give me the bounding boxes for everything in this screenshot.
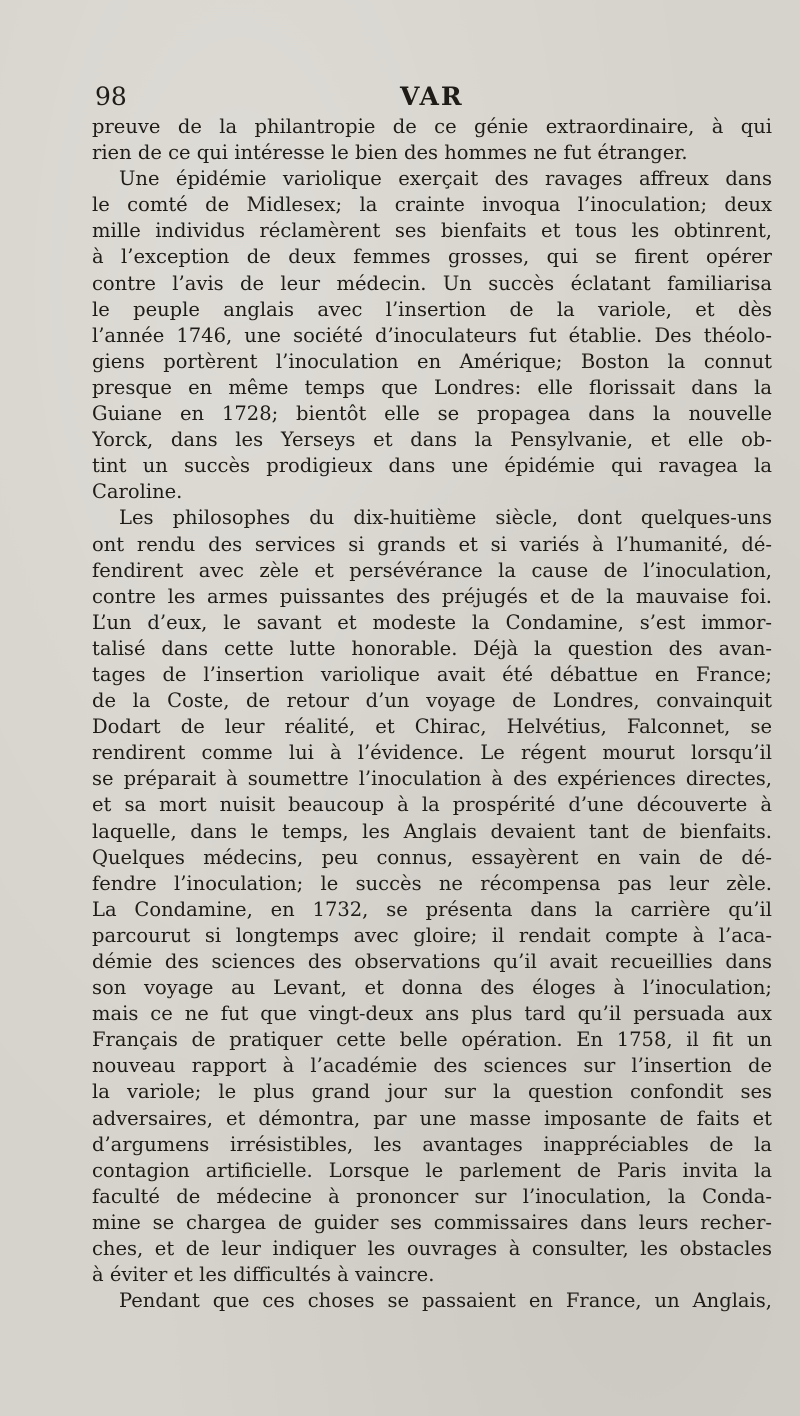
text-line: L’un d’eux, le savant et modeste la Condamine, s’est immor- — [92, 610, 772, 634]
text-line: Guiane en 1728; bientôt elle se propagea dans la nouvelle — [92, 402, 772, 426]
text-line: Français de pratiquer cette belle opération. En 1758, il fit un — [92, 1028, 772, 1052]
text-line: nouveau rapport à l’académie des sciences sur l’insertion de — [92, 1054, 772, 1078]
text-line: Caroline. — [92, 480, 183, 504]
text-line: La Condamine, en 1732, se présenta dans la carrière qu’il — [92, 897, 772, 921]
text-line: giens portèrent l’inoculation en Amérique; Boston la connut — [92, 349, 772, 373]
text-line: adversaires, et démontra, par une masse imposante de faits et — [92, 1106, 772, 1130]
text-line: mais ce ne fut que vingt-deux ans plus tard qu’il persuada aux — [92, 1002, 772, 1026]
text-line: Pendant que ces choses se passaient en France, un Anglais, — [119, 1289, 772, 1313]
text-line: démie des sciences des observations qu’il avait recueillies dans — [92, 950, 772, 973]
text-line: Une épidémie variolique exerçait des ravages affreux dans — [119, 167, 772, 191]
text-line: de la Coste, de retour d’un voyage de Londres, convainquit — [92, 689, 772, 713]
text-line: la variole; le plus grand jour sur la question confondit ses — [92, 1080, 772, 1104]
text-line: à l’exception de deux femmes grosses, qui se firent opérer — [92, 245, 772, 269]
text-line: se préparait à soumettre l’inoculation à des expériences directes, — [92, 767, 772, 791]
running-head — [95, 80, 770, 114]
text-line: tint un succès prodigieux dans une épidémie qui ravagea la — [92, 454, 772, 478]
text-line: l’année 1746, une société d’inoculateurs fut établie. Des théolo- — [92, 323, 772, 347]
text-line: le peuple anglais avec l’insertion de la variole, et dès — [92, 297, 772, 321]
text-line: Yorck, dans les Yerseys et dans la Pensylvanie, et elle ob- — [92, 428, 772, 452]
text-line: fendirent avec zèle et persévérance la cause de l’inoculation, — [92, 558, 772, 582]
text-line: mine se chargea de guider ses commissaires dans leurs recher- — [92, 1210, 772, 1234]
text-line: fendre l’inoculation; le succès ne récompensa pas leur zèle. — [92, 871, 772, 895]
text-line: d’argumens irrésistibles, les avantages inappréciables de la — [92, 1132, 772, 1156]
text-line: faculté de médecine à prononcer sur l’inoculation, la Conda- — [92, 1184, 772, 1208]
page-number: 98 — [95, 82, 127, 111]
running-title: VAR — [400, 82, 464, 111]
text-line: mille individus réclamèrent ses bienfaits et tous les obtinrent, — [92, 219, 772, 243]
text-line: Dodart de leur réalité, et Chirac, Helvétius, Falconnet, se — [92, 715, 772, 739]
text-line: son voyage au Levant, et donna des éloges à l’inoculation; — [92, 976, 772, 1000]
text-line: Les philosophes du dix-huitième siècle, dont quelques-uns — [119, 506, 772, 530]
text-line: ont rendu des services si grands et si variés à l’humanité, dé- — [92, 532, 772, 556]
text-line: rien de ce qui intéresse le bien des hommes ne fut étranger. — [92, 141, 688, 165]
body-text — [92, 114, 772, 1314]
text-line: rendirent comme lui à l’évidence. Le régent mourut lorsqu’il — [92, 741, 772, 765]
text-line: le comté de Midlesex; la crainte invoqua l’inoculation; deux — [92, 193, 772, 217]
text-line: talisé dans cette lutte honorable. Déjà la question des avan- — [92, 636, 772, 660]
text-line: laquelle, dans le temps, les Anglais devaient tant de bienfaits. — [92, 819, 772, 843]
text-line: Quelques médecins, peu connus, essayèrent en vain de dé- — [92, 845, 772, 869]
text-line: parcourut si longtemps avec gloire; il rendait compte à l’aca- — [92, 923, 772, 947]
text-line: à éviter et les difficultés à vaincre. — [92, 1263, 435, 1287]
text-line: et sa mort nuisit beaucoup à la prospérité d’une découverte à — [92, 793, 772, 817]
text-line: ches, et de leur indiquer les ouvrages à consulter, les obstacles — [92, 1237, 772, 1261]
text-line: contre les armes puissantes des préjugés et de la mauvaise foi. — [92, 584, 772, 608]
text-line: contagion artificielle. Lorsque le parlement de Paris invita la — [92, 1158, 772, 1182]
text-line: presque en même temps que Londres: elle florissait dans la — [92, 375, 772, 399]
text-line: contre l’avis de leur médecin. Un succès éclatant familiarisa — [92, 271, 772, 295]
text-line: preuve de la philantropie de ce génie extraordinaire, à qui — [92, 115, 772, 138]
text-line: tages de l’insertion variolique avait été débattue en France; — [92, 662, 772, 686]
